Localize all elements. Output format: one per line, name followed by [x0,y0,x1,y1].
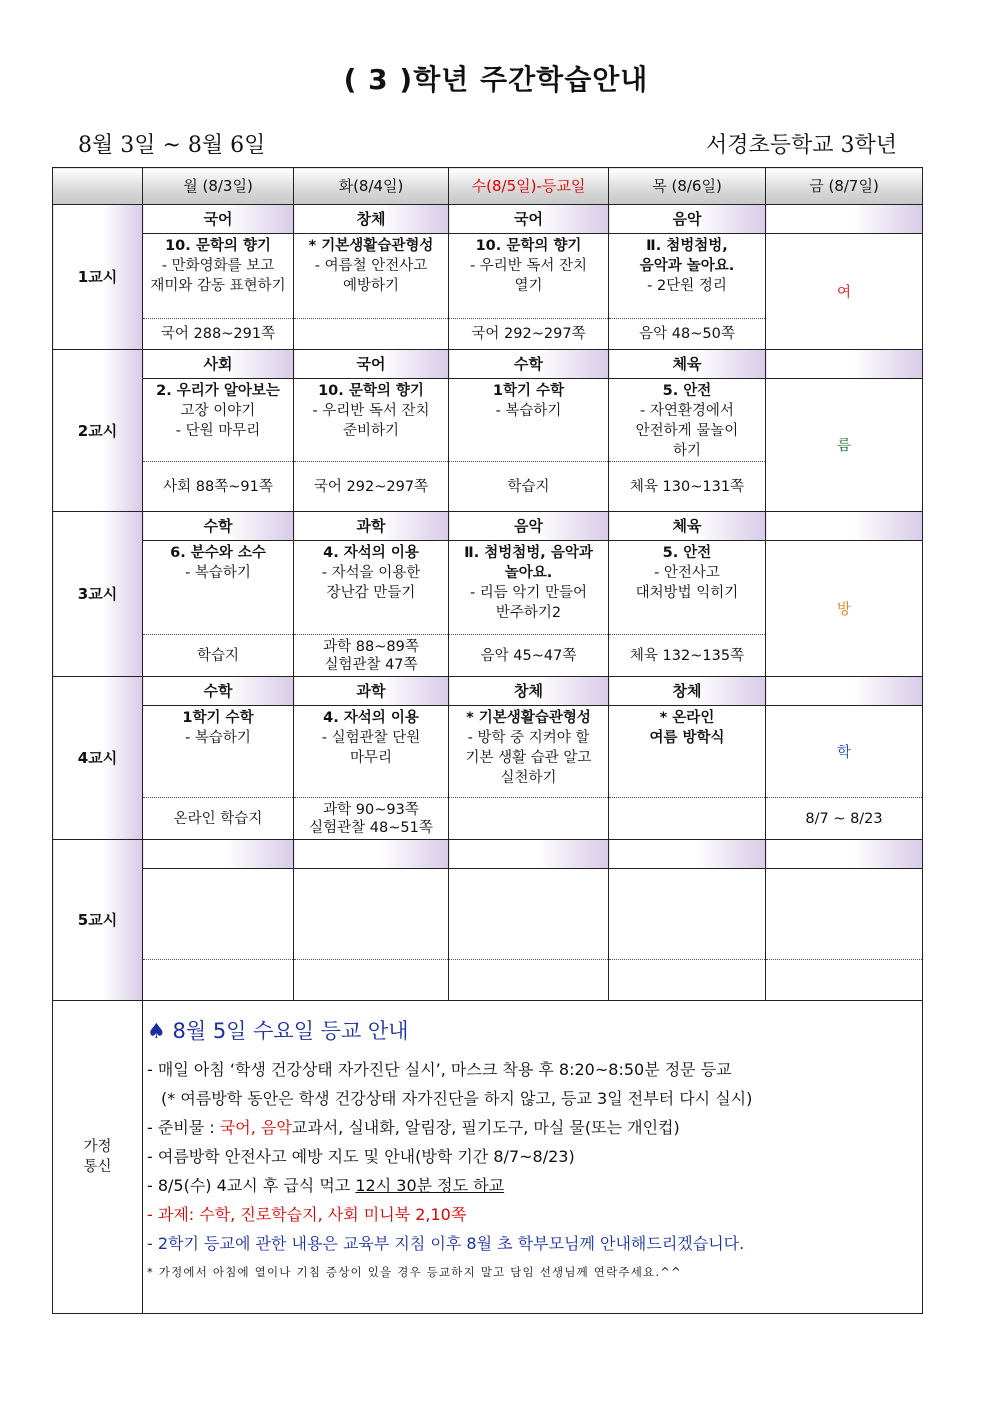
school-name: 서경초등학교 3학년 [705,133,897,158]
lesson-cell [449,869,609,960]
lesson-line: - 여름철 안전사고 [314,258,428,274]
notice-line: - 2학기 등교에 관한 내용은 교육부 지침 이후 8월 초 학부모님께 안내해드리겠습니다. [147,1234,745,1253]
lesson-cell [143,234,294,319]
lesson-line: 놀아요. [504,565,553,581]
pages-cell: 국어 292~297쪽 [449,319,609,350]
lesson-cell [294,234,449,319]
lesson-line: 5. 안전 [662,545,712,561]
notice-highlight: 국어, 음악 [219,1118,292,1137]
header-row [53,168,923,205]
lesson-cell [449,541,609,635]
lesson-cell [143,541,294,635]
lesson-cell [143,706,294,798]
lesson-cell [294,706,449,798]
lesson-row [53,541,923,635]
pages-line: 실험관찰 48~51쪽 [309,819,433,836]
period-label: 2교시 [53,350,143,512]
lesson-line: 4. 자석의 이용 [323,545,419,561]
pages-cell [609,960,766,1001]
lesson-line: 반주하기2 [495,605,562,621]
corner-cell [53,168,143,205]
pages-cell: 음악 45~47쪽 [449,635,609,677]
pages-cell: 체육 130~131쪽 [609,462,766,512]
subject-row [53,350,923,379]
pages-cell: 음악 48~50쪽 [609,319,766,350]
lesson-line: 실천하기 [500,770,557,786]
subject-cell: 수학 [143,512,294,541]
lesson-cell [143,869,294,960]
subject-row [53,512,923,541]
lesson-line: - 방학 중 지켜야 할 [467,730,590,746]
page-title: ( 3 )학년 주간학습안내 [343,63,649,96]
lesson-line: 준비하기 [342,423,400,439]
lesson-cell [294,541,449,635]
lesson-line: 1학기 수학 [182,710,254,726]
lesson-line: Ⅱ. 첨벙첨벙, 음악과 [464,545,593,561]
lesson-line: - 단원 마무리 [175,423,261,439]
notice-label [53,1001,143,1314]
lesson-cell [609,869,766,960]
lesson-line: * 온라인 [659,710,715,726]
lesson-line: - 자연환경에서 [640,403,734,419]
notice-label-line: 통신 [83,1159,112,1175]
lesson-line: 4. 자석의 이용 [323,710,419,726]
pages-cell: 체육 132~135쪽 [609,635,766,677]
pages-cell [449,798,609,840]
lesson-line: 대처방법 익히기 [635,585,739,601]
day-tue: 화(8/4일) [294,168,449,205]
lesson-cell [294,379,449,462]
lesson-cell [449,234,609,319]
lesson-line: - 복습하기 [495,403,562,419]
lesson-cell [609,541,766,635]
subject-cell [449,840,609,869]
date-range: 8월 3일 ~ 8월 6일 [78,133,266,158]
pages-cell [294,319,449,350]
subject-cell: 과학 [294,512,449,541]
lesson-line: 6. 분수와 소수 [170,545,266,561]
weekly-schedule-table [52,167,923,1314]
period-label: 1교시 [53,205,143,350]
subject-cell [766,512,923,541]
pages-cell: 국어 292~297쪽 [294,462,449,512]
subject-cell: 과학 [294,677,449,706]
lesson-line: 안전하게 물놀이 [635,423,739,439]
pages-cell [294,960,449,1001]
lesson-line: - 실험관찰 단원 [321,730,421,746]
lesson-line: 5. 안전 [662,383,712,399]
subject-cell [143,840,294,869]
pages-line: 과학 88~89쪽 [323,638,419,655]
subject-cell: 체육 [609,350,766,379]
day-mon: 월 (8/3일) [143,168,294,205]
subject-cell [766,350,923,379]
lesson-row [53,869,923,960]
pages-row [53,960,923,1001]
subject-row [53,840,923,869]
subject-cell: 국어 [449,205,609,234]
pages-cell [766,960,923,1001]
lesson-cell [294,869,449,960]
subject-row [53,677,923,706]
friday-cell: 름 [766,379,923,512]
day-thu: 목 (8/6일) [609,168,766,205]
lesson-cell [449,706,609,798]
notice-text: - 준비물 : [147,1118,220,1137]
subject-cell: 체육 [609,512,766,541]
lesson-line: 10. 문학의 향기 [165,238,271,254]
lesson-line: * 기본생활습관형성 [308,238,434,254]
notice-label-line: 가정 [83,1139,112,1155]
lesson-line: 기본 생활 습관 알고 [465,750,592,766]
pages-line: 과학 90~93쪽 [323,801,419,818]
notice-row [53,1001,923,1314]
lesson-line: 10. 문학의 향기 [318,383,424,399]
period-label: 3교시 [53,512,143,677]
pages-row [53,798,923,840]
notice-underline: 12시 30분 정도 하교 [355,1176,505,1195]
day-fri: 금 (8/7일) [766,168,923,205]
lesson-cell [609,379,766,462]
notice-heading: ♠ 8월 5일 수요일 등교 안내 [147,1019,409,1043]
notice-text: 교과서, 실내화, 알림장, 필기도구, 마실 물(또는 개인컵) [291,1118,680,1137]
pages-line: 실험관찰 47쪽 [324,656,418,673]
pages-cell [449,960,609,1001]
lesson-line: - 우리반 독서 잔치 [469,258,588,274]
lesson-line: 10. 문학의 향기 [475,238,582,254]
subject-cell: 창체 [609,677,766,706]
friday-cell: 학 [766,706,923,798]
lesson-line: 마무리 [349,750,393,766]
subject-cell: 수학 [449,350,609,379]
pages-cell: 학습지 [143,635,294,677]
lesson-line: - 만화영화를 보고 [161,258,275,274]
lesson-line: - 복습하기 [185,730,251,746]
lesson-cell [609,706,766,798]
friday-cell [766,869,923,960]
subject-cell: 창체 [449,677,609,706]
subject-cell [766,840,923,869]
lesson-row [53,234,923,319]
notice-line [147,1171,922,1200]
lesson-cell [609,234,766,319]
notice-line [147,1113,922,1142]
friday-cell: 방 [766,541,923,677]
lesson-line: - 복습하기 [185,565,251,581]
lesson-line: 2. 우리가 알아보는 [156,383,280,399]
notice-text: - 8/5(수) 4교시 후 급식 먹고 [147,1176,356,1195]
pages-cell [143,960,294,1001]
lesson-line: - 우리반 독서 잔치 [312,403,430,419]
lesson-line: 고장 이야기 [180,403,256,419]
day-wed: 수(8/5일)-등교일 [449,168,609,205]
notice-line: - 매일 아침 ‘학생 건강상태 자가진단 실시’, 마스크 착용 후 8:20~8:50분 정문 등교 [147,1060,732,1079]
notice-line: - 여름방학 안전사고 예방 지도 및 안내(방학 기간 8/7~8/23) [147,1147,575,1166]
lesson-line: 재미와 감동 표현하기 [150,278,286,294]
lesson-line: 하기 [672,443,701,459]
lesson-cell [449,379,609,462]
vacation-range: 8/7 ~ 8/23 [766,798,923,840]
subject-cell: 음악 [449,512,609,541]
notice-line: (* 여름방학 동안은 학생 건강상태 자가진단을 하지 않고, 등교 3일 전부터 다시 실시) [161,1089,753,1108]
pages-cell: 사회 88쪽~91쪽 [143,462,294,512]
lesson-line: - 2단원 정리 [647,278,727,294]
period-label: 4교시 [53,677,143,840]
subject-cell [766,677,923,706]
subject-cell: 창체 [294,205,449,234]
subject-cell: 음악 [609,205,766,234]
subject-row [53,205,923,234]
lesson-cell [143,379,294,462]
lesson-line: - 자석을 이용한 [321,565,421,581]
pages-cell [609,798,766,840]
subject-cell: 국어 [143,205,294,234]
lesson-line: 장난감 만들기 [326,585,416,601]
notice-footnote: * 가정에서 아침에 열이나 기침 증상이 있을 경우 등교하지 말고 담임 선생님께 연락주세요.^^ [147,1265,682,1279]
lesson-line: Ⅱ. 첨벙첨벙, [646,238,728,254]
subject-cell: 사회 [143,350,294,379]
subject-cell [609,840,766,869]
lesson-line: 예방하기 [342,278,400,294]
pages-cell [294,635,449,677]
pages-cell: 온라인 학습지 [143,798,294,840]
subject-cell [294,840,449,869]
lesson-line: * 기본생활습관형성 [466,710,591,726]
lesson-line: 열기 [514,278,543,294]
lesson-line: - 안전사고 [654,565,720,581]
notice-content [143,1001,923,1314]
pages-cell: 학습지 [449,462,609,512]
lesson-line: 1학기 수학 [492,383,565,399]
lesson-line: - 리듬 악기 만들어 [469,585,588,601]
lesson-row [53,379,923,462]
subject-cell [766,205,923,234]
period-label: 5교시 [53,840,143,1001]
subject-cell: 국어 [294,350,449,379]
pages-cell [294,798,449,840]
lesson-line: 음악과 놀아요. [639,258,735,274]
lesson-row [53,706,923,798]
lesson-line: 여름 방학식 [649,730,725,746]
friday-cell: 여 [766,234,923,350]
notice-homework: - 과제: 수학, 진로학습지, 사회 미니북 2,10쪽 [147,1205,467,1224]
subject-cell: 수학 [143,677,294,706]
pages-cell: 국어 288~291쪽 [143,319,294,350]
